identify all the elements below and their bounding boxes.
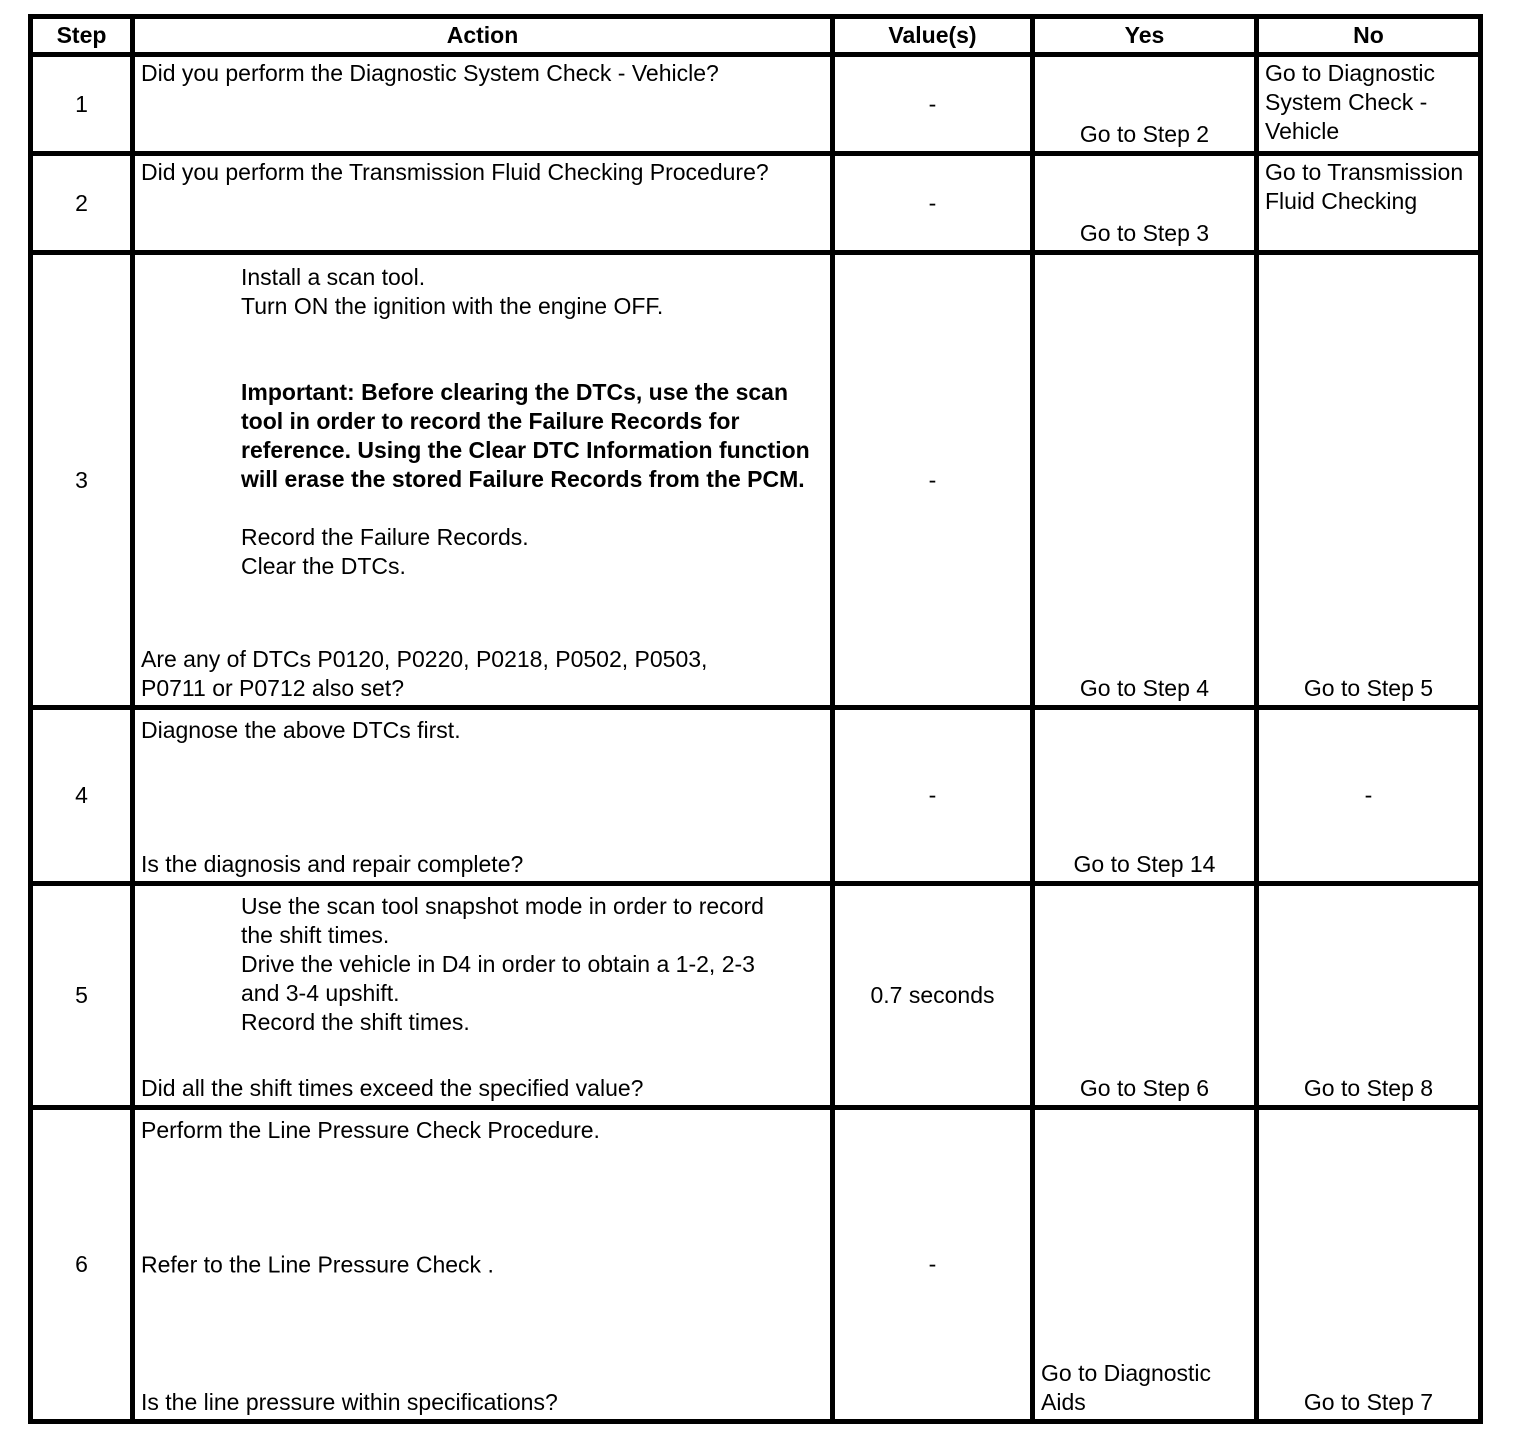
value-cell: - (833, 253, 1033, 708)
action-text: Perform the Line Pressure Check Procedure. (141, 1117, 600, 1143)
step-number: 5 (31, 884, 133, 1108)
action-cell (133, 154, 833, 253)
action-text: Diagnose the above DTCs first. (141, 717, 461, 743)
yes-cell (1033, 884, 1257, 1108)
header-no: No (1257, 17, 1481, 55)
step-number: 3 (31, 253, 133, 708)
table-row (31, 1108, 1481, 1422)
action-cell (133, 708, 833, 884)
question-text: Is the line pressure within specifications? (141, 1389, 558, 1415)
action-text: and 3-4 upshift. (241, 980, 400, 1006)
yes-cell (1033, 253, 1257, 708)
action-text: Record the Failure Records. (241, 524, 529, 550)
step-number: 6 (31, 1108, 133, 1422)
yes-link[interactable]: Go to Step 2 (1079, 121, 1210, 147)
action-text: Did you perform the Diagnostic System Check - Vehicle? (141, 60, 719, 86)
header-step: Step (31, 17, 133, 55)
table-row (31, 154, 1481, 253)
yes-cell (1033, 1108, 1257, 1422)
no-link[interactable]: Go to Transmission Fluid Checking (1265, 159, 1464, 214)
yes-cell (1033, 154, 1257, 253)
action-text: the shift times. (241, 922, 390, 948)
no-link[interactable]: Go to Step 8 (1303, 1075, 1434, 1101)
no-cell (1257, 55, 1481, 154)
action-text: Did you perform the Transmission Fluid Checking Procedure? (141, 159, 769, 185)
no-cell (1257, 154, 1481, 253)
step-number: 2 (31, 154, 133, 253)
question-text: Did all the shift times exceed the specified value? (141, 1075, 644, 1101)
header-values: Value(s) (833, 17, 1033, 55)
yes-link[interactable]: Go to Step 6 (1079, 1075, 1210, 1101)
header-yes: Yes (1033, 17, 1257, 55)
value-cell: - (833, 1108, 1033, 1422)
table-row (31, 253, 1481, 708)
step-number: 1 (31, 55, 133, 154)
yes-cell (1033, 55, 1257, 154)
action-cell (133, 55, 833, 154)
table-row (31, 55, 1481, 154)
important-note: Important: Before clearing the DTCs, use the scan tool in order to record the Failure Records for reference. Using the Clear DTC Information function will erase the stored Failure Records from the PCM. (241, 379, 810, 492)
action-text: Install a scan tool. (241, 264, 426, 290)
action-text: Use the scan tool snapshot mode in order to record (241, 893, 764, 919)
value-cell: - (833, 154, 1033, 253)
action-cell (133, 1108, 833, 1422)
action-cell (133, 884, 833, 1108)
yes-link[interactable]: Go to Diagnostic Aids (1041, 1360, 1212, 1415)
table-row (31, 884, 1481, 1108)
action-text: Drive the vehicle in D4 in order to obtain a 1-2, 2-3 (241, 951, 755, 977)
action-cell (133, 253, 833, 708)
header-row (31, 17, 1481, 55)
no-cell (1257, 253, 1481, 708)
no-cell (1257, 884, 1481, 1108)
no-link[interactable]: Go to Diagnostic System Check - Vehicle (1265, 60, 1436, 144)
value-cell: - (833, 708, 1033, 884)
action-text: Clear the DTCs. (241, 553, 406, 579)
yes-link[interactable]: Go to Step 3 (1079, 220, 1210, 246)
table-row (31, 708, 1481, 884)
question-text: Are any of DTCs P0120, P0220, P0218, P0502, P0503, P0711 or P0712 also set? (141, 646, 708, 701)
question-text: Is the diagnosis and repair complete? (141, 851, 524, 877)
refer-text[interactable]: Refer to the Line Pressure Check . (141, 1251, 494, 1277)
yes-cell (1033, 708, 1257, 884)
action-text: Record the shift times. (241, 1009, 470, 1035)
header-action: Action (133, 17, 833, 55)
value-cell: 0.7 seconds (833, 884, 1033, 1108)
value-cell: - (833, 55, 1033, 154)
diagnostic-table (28, 14, 1483, 1424)
yes-link[interactable]: Go to Step 4 (1079, 675, 1210, 701)
yes-link[interactable]: Go to Step 14 (1073, 851, 1216, 877)
step-number: 4 (31, 708, 133, 884)
no-link[interactable]: Go to Step 5 (1303, 675, 1434, 701)
no-link[interactable]: Go to Step 7 (1303, 1389, 1434, 1415)
no-cell: - (1257, 708, 1481, 884)
no-cell (1257, 1108, 1481, 1422)
action-text: Turn ON the ignition with the engine OFF. (241, 293, 664, 319)
